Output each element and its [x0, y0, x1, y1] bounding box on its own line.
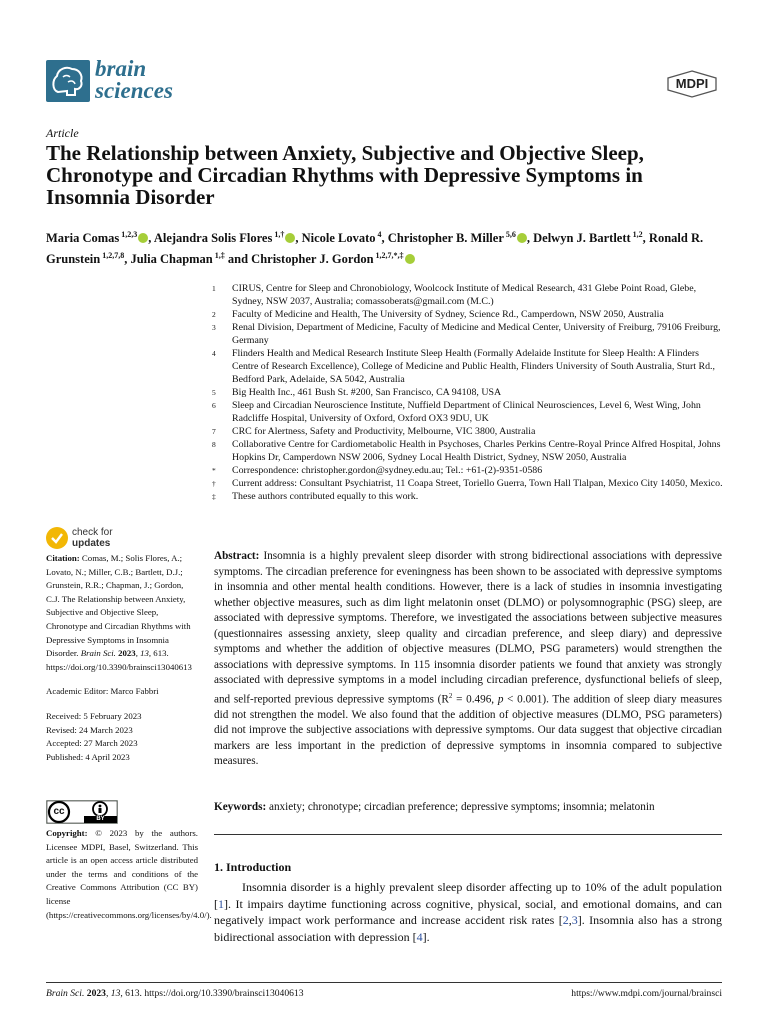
author-separator: , — [642, 231, 649, 246]
citation-link-2[interactable]: 2 — [562, 913, 569, 927]
citation-label: Citation: — [46, 553, 80, 563]
author-separator: , — [124, 252, 131, 267]
citation-journal: Brain Sci. — [80, 648, 116, 659]
citation-link-1[interactable]: 1 — [218, 896, 224, 911]
affiliation-mark: ‡ — [212, 492, 216, 501]
author-name: Delwyn J. Bartlett — [533, 231, 631, 246]
check-icon — [46, 527, 68, 549]
intro-cite-sep: , — [568, 913, 572, 927]
author-name: Christopher J. Gordon — [251, 252, 374, 267]
orcid-icon[interactable] — [138, 233, 148, 243]
affiliation-text: Flinders Health and Medical Research Institute Sleep Health (Formally Adelaide Institute for Sleep Health: A Flinders Centre of Research Excellence), College of Medicine and Public Health, Flinders University of South Australia, Sturt Rd., Bedford Park, Adelaide, SA 5042, Australia — [232, 348, 715, 385]
cc-by-license-badge[interactable] — [46, 800, 118, 824]
citation-link-4[interactable]: 4 — [416, 929, 423, 944]
author-name: Maria Comas — [46, 231, 120, 246]
academic-editor: Academic Editor: Marco Fabbri — [46, 686, 159, 697]
affiliation-mark: 5 — [212, 388, 216, 397]
intro-text-4: ]. — [422, 929, 430, 944]
footer-volume: 13 — [110, 988, 121, 999]
footer-journal-url[interactable]: https://www.mdpi.com/journal/brainsci — [571, 988, 722, 999]
affiliation-mark: 1 — [212, 284, 216, 293]
publication-date: Received: 5 February 2023 — [46, 710, 142, 721]
article-title: The Relationship between Anxiety, Subjective and Objective Sleep, Chronotype and Circadian Rhythms with Depressive Symptoms in Insomnia Disorder — [46, 141, 644, 209]
dates-block — [46, 710, 198, 764]
affiliation-text: Faculty of Medicine and Health, The University of Sydney, Science Rd., Camperdown, NSW 2050, Australia — [232, 309, 664, 320]
author-separator: , — [295, 231, 302, 246]
orcid-icon[interactable] — [285, 233, 295, 243]
check-updates-line2: updates — [72, 538, 111, 549]
copyright-block — [46, 827, 212, 922]
affiliation-text: Renal Division, Department of Medicine, Faculty of Medicine and Medical Center, University of Freiburg, 79106 Freiburg, Germany — [232, 322, 721, 346]
affiliation-mark: 7 — [212, 427, 216, 436]
check-for-updates-badge[interactable] — [46, 526, 156, 550]
article-info-column — [46, 552, 198, 764]
intro-text-2: ]. It impairs daytime functioning across cognitive, physical, social, and emotional domains, and can negatively impact work performance and increase accident risk rates [ — [214, 896, 722, 927]
affiliation-text: Correspondence: christopher.gordon@sydney.edu.au; Tel.: +61-(2)-9351-0586 — [232, 465, 543, 476]
publication-date: Revised: 24 March 2023 — [46, 724, 133, 735]
affiliation-text: Big Health Inc., 461 Bush St. #200, San Francisco, CA 94108, USA — [232, 387, 502, 398]
citation-volume: 13 — [140, 648, 149, 659]
affiliation-item — [212, 438, 724, 464]
section-divider — [214, 834, 722, 835]
abstract-p: p — [497, 693, 504, 706]
affiliation-item — [212, 282, 724, 308]
author-name: Nicole Lovato — [301, 231, 376, 246]
copyright-label: Copyright: — [46, 828, 88, 838]
publication-date: Published: 4 April 2023 — [46, 751, 130, 762]
author-affiliation-marks: 1,2 — [632, 230, 643, 239]
abstract-text-2: = 0.496, — [452, 693, 498, 706]
author-affiliation-marks: 1,2,3 — [121, 230, 138, 239]
footer-year: 2023 — [86, 988, 106, 999]
copyright-text: © 2023 by the authors. Licensee MDPI, Basel, Switzerland. This article is an open access article distributed under the terms and conditions of the Creative Commons Attribution (CC BY) license (https://creativecommons.org/licenses/by/4.0/). — [46, 828, 212, 920]
keywords — [214, 800, 722, 815]
orcid-icon[interactable] — [517, 233, 527, 243]
affiliation-text: Sleep and Circadian Neuroscience Institute, Nuffield Department of Clinical Neurosciences, Level 6, West Wing, John Radcliffe Hospital, University of Oxford, Oxford OX3 9DU, UK — [232, 400, 701, 424]
affiliation-item — [212, 464, 724, 477]
affiliation-item — [212, 347, 724, 386]
introduction-paragraph — [214, 879, 722, 945]
article-type: Article — [46, 126, 79, 140]
affiliation-mark: † — [212, 479, 216, 488]
affiliation-text: CIRUS, Centre for Sleep and Chronobiology, Woolcock Institute of Medical Research, 431 Glebe Point Road, Glebe, Sydney, NSW 2037, Australia; comassoberats@gmail.com (M.C.) — [232, 283, 697, 307]
intro-text-1: Insomnia disorder is a highly prevalent sleep disorder affecting up to 10% of the adult population [ — [214, 880, 722, 911]
abstract-sup: 2 — [448, 691, 453, 700]
abstract — [214, 549, 722, 770]
author-name: Christopher B. Miller — [387, 231, 504, 246]
citation-doi: , 613. https://doi.org/10.3390/brainsci13040613 — [46, 648, 192, 672]
affiliation-text: CRC for Alertness, Safety and Productivity, Melbourne, VIC 3800, Australia — [232, 426, 536, 437]
footer-journal: Brain Sci. — [46, 988, 85, 999]
orcid-icon[interactable] — [405, 254, 415, 264]
intro-text-3: ]. Insomnia also has a strong bidirectional association with depression [ — [214, 913, 722, 944]
footer-divider — [46, 982, 722, 983]
affiliation-item — [212, 308, 724, 321]
affiliation-item — [212, 490, 724, 503]
affiliation-text: Current address: Consultant Psychiatrist, 11 Coapa Street, Toriello Guerra, Town Hall Tlalpan, Mexico City 14050, Mexico. — [232, 478, 723, 489]
affiliation-mark: 4 — [212, 349, 216, 358]
citation-text: Comas, M.; Solis Flores, A.; Lovato, N.; Miller, C.B.; Bartlett, D.J.; Grunstein, R.R.; Chapman, J.; Gordon, C.J. The Relationship between Anxiety, Subjective and Objective Sleep, Chronotype and Circadian Rhythms with Depressive Symptoms in Insomnia Disorder. — [46, 553, 191, 659]
author-affiliation-marks: 5,6 — [505, 230, 516, 239]
section-heading-introduction: 1. Introduction — [214, 860, 292, 874]
check-updates-line1: check for — [72, 527, 113, 538]
journal-name-line1: brain — [95, 56, 147, 81]
keywords-text: anxiety; chronotype; circadian preference; depressive symptoms; insomnia; melatonin — [269, 801, 655, 813]
publication-date: Accepted: 27 March 2023 — [46, 738, 138, 749]
author-separator: and — [224, 252, 252, 267]
author-affiliation-marks: 4 — [377, 230, 382, 239]
affiliation-mark: 6 — [212, 401, 216, 410]
journal-name-line2: sciences — [95, 78, 173, 103]
author-separator: , — [381, 231, 388, 246]
citation-link-3[interactable]: 3 — [571, 913, 578, 927]
abstract-text-1: Insomnia is a highly prevalent sleep disorder with strong bidirectional associations with depressive symptoms. The circadian preference for eveningness has been shown to be associated with depressive symptoms in insomnia and other mental health conditions. However, there is a lack of studies in insomnia investigating whether objective measures, such as dim light melatonin onset (DLMO) or polysomnographic (PSG) sleep, are associated with depressive symptoms. Therefore, we investigated the associations between subjective measures (questionnaires assessing anxiety, sleep quality and circadian preference, and sleep diary) and depressive symptoms and whether the addition of objective measures (DLMO, PSG parameters) would strengthen the associations with depressive symptoms. In 115 insomnia disorder patients we found that anxiety was strongly associated with depressive symptoms in a model including circadian preference, dysfunctional beliefs of sleep, and self-reported previous depressive symptoms (R — [214, 550, 722, 706]
author-name: Ronald R. Grunstein — [46, 231, 704, 267]
affiliation-mark: 3 — [212, 323, 216, 332]
affiliation-item — [212, 477, 724, 490]
affiliation-item — [212, 399, 724, 425]
author-affiliation-marks: 1,2,7,*,‡ — [375, 251, 404, 261]
footer-citation: Brain Sci. 2023, 13, 613. https://doi.org/10.3390/brainsci13040613 — [46, 988, 304, 999]
cc-label: cc — [53, 806, 65, 817]
author-affiliation-marks: 1,† — [274, 230, 285, 239]
affiliation-text: These authors contributed equally to this work. — [232, 491, 419, 502]
citation-year: 2023 — [118, 648, 136, 659]
keywords-label: Keywords: — [214, 801, 267, 813]
author-separator: , — [526, 231, 534, 246]
affiliation-item — [212, 425, 724, 438]
journal-name — [95, 58, 173, 102]
affiliation-mark: * — [212, 466, 216, 475]
affiliations-list — [212, 282, 724, 503]
by-label: BY — [96, 816, 105, 822]
author-affiliation-marks: 1,2,7,8 — [102, 251, 125, 261]
affiliation-item — [212, 386, 724, 399]
author-name: Julia Chapman — [130, 252, 213, 267]
journal-logo-icon — [46, 60, 90, 102]
author-affiliation-marks: 1,‡ — [214, 251, 225, 261]
author-separator: , — [148, 231, 154, 246]
author-list — [46, 226, 726, 268]
abstract-text-3: < 0.001). The addition of sleep diary measures did not strengthen the model. We also found that the addition of objective measures (DLMO, PSG parameters) did not improve the subjective associations with depressive symptoms. Our data suggest that objective circadian markers are less important in the prediction of depressive symptoms in insomnia compared to subjective measures. — [214, 693, 722, 768]
mdpi-logo — [666, 70, 718, 98]
affiliation-mark: 2 — [212, 310, 216, 319]
footer-doi: , 613. https://doi.org/10.3390/brainsci13040613 — [120, 988, 304, 999]
affiliation-text: Collaborative Centre for Cardiometabolic Health in Psychoses, Charles Perkins Centre-Royal Prince Alfred Hospital, Johns Hopkins Dr, Camperdown NSW 2006, Sydney Local Health District, Sydney, NSW 2050, Australia — [232, 439, 721, 463]
abstract-label: Abstract: — [214, 550, 260, 562]
author-name: Alejandra Solis Flores — [153, 231, 273, 246]
affiliation-item — [212, 321, 724, 347]
mdpi-label: MDPI — [675, 76, 709, 91]
affiliation-mark: 8 — [212, 440, 216, 449]
citation-block: Citation: Comas, M.; Solis Flores, A.; Lovato, N.; Miller, C.B.; Bartlett, D.J.; Grunstein, R.R.; Chapman, J.; Gordon, C.J. The Relationship between Anxiety, Subjective and Objective Sleep, Chronotype and Circadian Rhythms with Depressive Symptoms in Insomnia Disorder. Brain Sci. 2023, 13, 613. https://doi.org/10.3390/brainsci13040613 — [46, 553, 192, 672]
